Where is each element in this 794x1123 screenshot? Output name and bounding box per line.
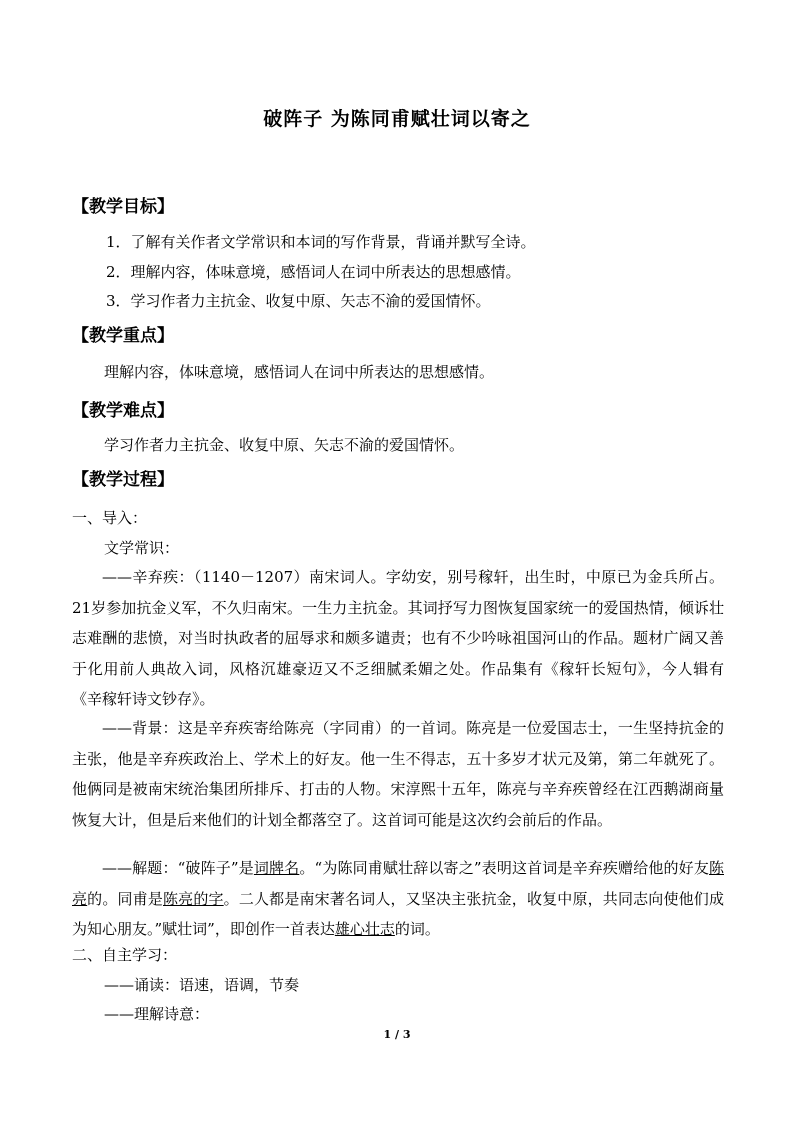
key-points-heading: 【教学重点】 [72,326,174,346]
explain-underline-1: 词牌名 [253,859,300,877]
key-points-text: 理解内容，体味意境，感悟词人在词中所表达的思想感情。 [104,363,495,381]
objective-item-1: 1．了解有关作者文学常识和本词的写作背景，背诵并默写全诗。 [106,233,536,251]
background-paragraph: ——背景：这是辛弃疾寄给陈亮（字同甫）的一首词。陈亮是一位爱国志士，一生坚持抗金的主张，他是辛弃疾政治上、学术上的好友。他一生不得志，五十多岁才状元及第，第二年就死了。他俩同是被南宋统治集团所排斥、打击的人物。宋淳熙十五年，陈亮与辛弃疾曾经在江西鹅湖商量恢复大计，但是后来他们的计划全都落空了。这首词可能是这次约会前后的作品。 [72,719,724,829]
explain-text-4: 。二人都是南宋著名词人，又坚决主张抗金，收复中原，共同志向使他们成为知心朋友。”赋壮词”，即创作一首表达 [72,889,724,938]
part2-heading: 二、自主学习： [72,946,178,964]
understand-line: ——理解诗意： [104,1005,210,1023]
recite-line: ——诵读：语速，语调，节奏 [104,976,300,994]
explain-text-2: 。“为陈同甫赋壮辞以寄之”表明这首词是辛弃疾赠给他的好友 [299,859,709,877]
part1-heading: 一、导入： [72,509,148,527]
objective-item-2: 2．理解内容，体味意境，感悟词人在词中所表达的思想感情。 [106,263,521,281]
explain-underline-2: 陈亮 [72,859,724,908]
explain-text-1: ——解题：“破阵子”是 [102,859,254,877]
process-heading: 【教学过程】 [72,470,174,490]
author-paragraph: ——辛弃疾：（1140－1207）南宋词人。字幼安，别号稼轩，出生时，中原已为金兵所占。21岁参加抗金义军，不久归南宋。一生力主抗金。其词抒写力图恢复国家统一的爱国热情，倾诉壮志难酬的悲愤，对当时执政者的屈辱求和颇多谴责；也有不少吟咏祖国河山的作品。题材广阔又善于化用前人典故入词，风格沉雄豪迈又不乏细腻柔媚之处。作品集有《稼轩长短句》，今人辑有《辛稼轩诗文钞存》。 [72,568,724,708]
page-number: 1 / 3 [383,1028,411,1041]
objectives-heading: 【教学目标】 [72,197,174,217]
difficulties-text: 学习作者力主抗金、收复中原、矢志不渝的爱国情怀。 [104,436,465,454]
explain-underline-3: 陈亮的字 [163,889,224,908]
objective-item-3: 3．学习作者力主抗金、收复中原、矢志不渝的爱国情怀。 [106,292,491,310]
literary-knowledge-label: 文学常识： [104,539,180,557]
page-title: 破阵子 为陈同甫赋壮词以寄之 [263,108,531,130]
explain-text-5: 的词。 [394,920,440,938]
difficulties-heading: 【教学难点】 [72,401,174,421]
explain-paragraph [72,853,724,945]
explain-text-3: 的。同甫是 [87,889,163,908]
explain-underline-4: 雄心壮志 [334,920,395,938]
